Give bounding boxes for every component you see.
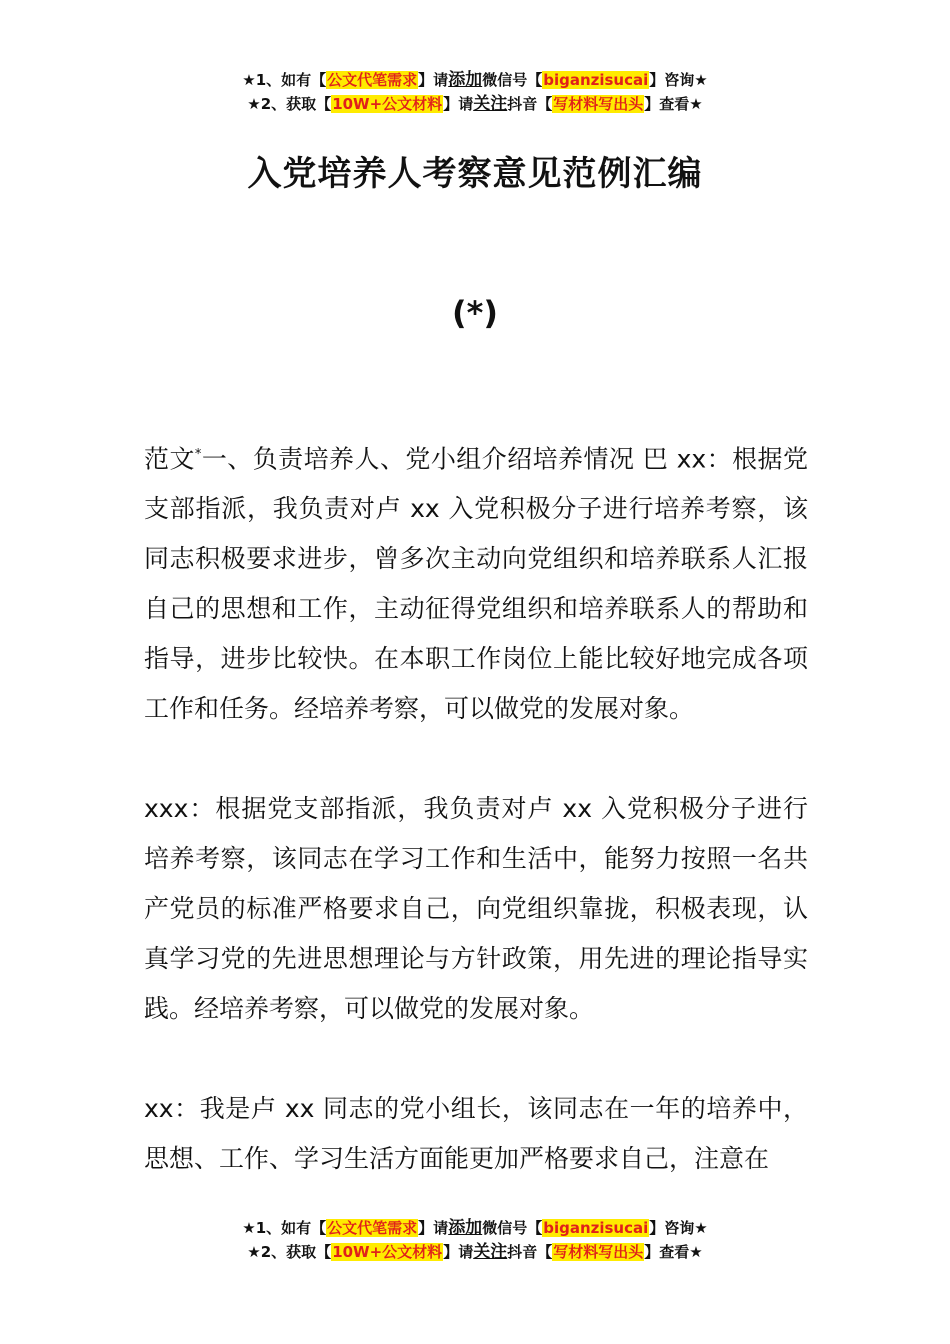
paragraph-1	[144, 430, 808, 734]
banner-highlight: 公文代笔需求	[327, 1219, 418, 1237]
banner-text: 】咨询★	[649, 1219, 708, 1237]
banner-highlight: biganzisucai	[543, 1219, 649, 1237]
banner-text: 】请	[443, 95, 474, 113]
document-title: 入党培养人考察意见范例汇编	[247, 154, 703, 194]
banner-text: 微信号【	[482, 71, 543, 89]
banner-highlight: 公文代笔需求	[327, 71, 418, 89]
banner-text: 】请	[443, 1243, 474, 1261]
banner-underline: 关注	[473, 1242, 508, 1262]
paragraph-3: xx：我是卢 xx 同志的党小组长，该同志在一年的培养中，思想、工作、学习生活方面能更加严格要求自己，注意在	[144, 1094, 808, 1174]
banner-highlight: biganzisucai	[543, 71, 649, 89]
banner-text: 】请	[418, 71, 449, 89]
document-subtitle: (*)	[452, 294, 498, 332]
banner-line-1	[0, 1216, 950, 1240]
banner-line-1	[0, 68, 950, 92]
banner-line-2	[0, 1240, 950, 1264]
banner-text: 】查看★	[644, 1243, 703, 1261]
paragraph-2: xxx：根据党支部指派，我负责对卢 xx 入党积极分子进行培养考察，该同志在学习工作和生活中，能努力按照一名共产党员的标准严格要求自己，向党组织靠拢，积极表现，认真学习党的先进思想理论与方针政策，用先进的理论指导实践。经培养考察，可以做党的发展对象。	[144, 794, 808, 1024]
banner-text: ★1、如有【	[242, 1219, 327, 1237]
document-body	[144, 430, 808, 1184]
banner-text: ★2、获取【	[247, 95, 332, 113]
banner-line-2	[0, 92, 950, 116]
banner-text: 】查看★	[644, 95, 703, 113]
header-banner	[0, 68, 950, 116]
banner-underline: 关注	[473, 94, 508, 114]
banner-text: 】请	[418, 1219, 449, 1237]
footnote-mark: *	[194, 447, 202, 462]
banner-underline: 添加	[448, 70, 483, 90]
paragraph-1-body: 一、负责培养人、党小组介绍培养情况 巴 xx：根据党支部指派，我负责对卢 xx 入党积极分子进行培养考察，该同志积极要求进步，曾多次主动向党组织和培养联系人汇报自己的思想和工作，主动征得党组织和培养联系人的帮助和指导，进步比较快。在本职工作岗位上能比较好地完成各项工作和任务。经培养考察，可以做党的发展对象。	[144, 444, 808, 724]
banner-highlight: 10W+公文材料	[332, 1243, 443, 1261]
banner-highlight: 写材料写出头	[553, 95, 644, 113]
footer-banner	[0, 1216, 950, 1264]
banner-text: ★1、如有【	[242, 71, 327, 89]
banner-text: 抖音【	[507, 95, 553, 113]
banner-text: 微信号【	[482, 1219, 543, 1237]
banner-highlight: 10W+公文材料	[332, 95, 443, 113]
paragraph-1-prefix: 范文	[144, 444, 195, 474]
banner-text: 抖音【	[507, 1243, 553, 1261]
banner-highlight: 写材料写出头	[553, 1243, 644, 1261]
banner-text: ★2、获取【	[247, 1243, 332, 1261]
banner-text: 】咨询★	[649, 71, 708, 89]
banner-underline: 添加	[448, 1218, 483, 1238]
